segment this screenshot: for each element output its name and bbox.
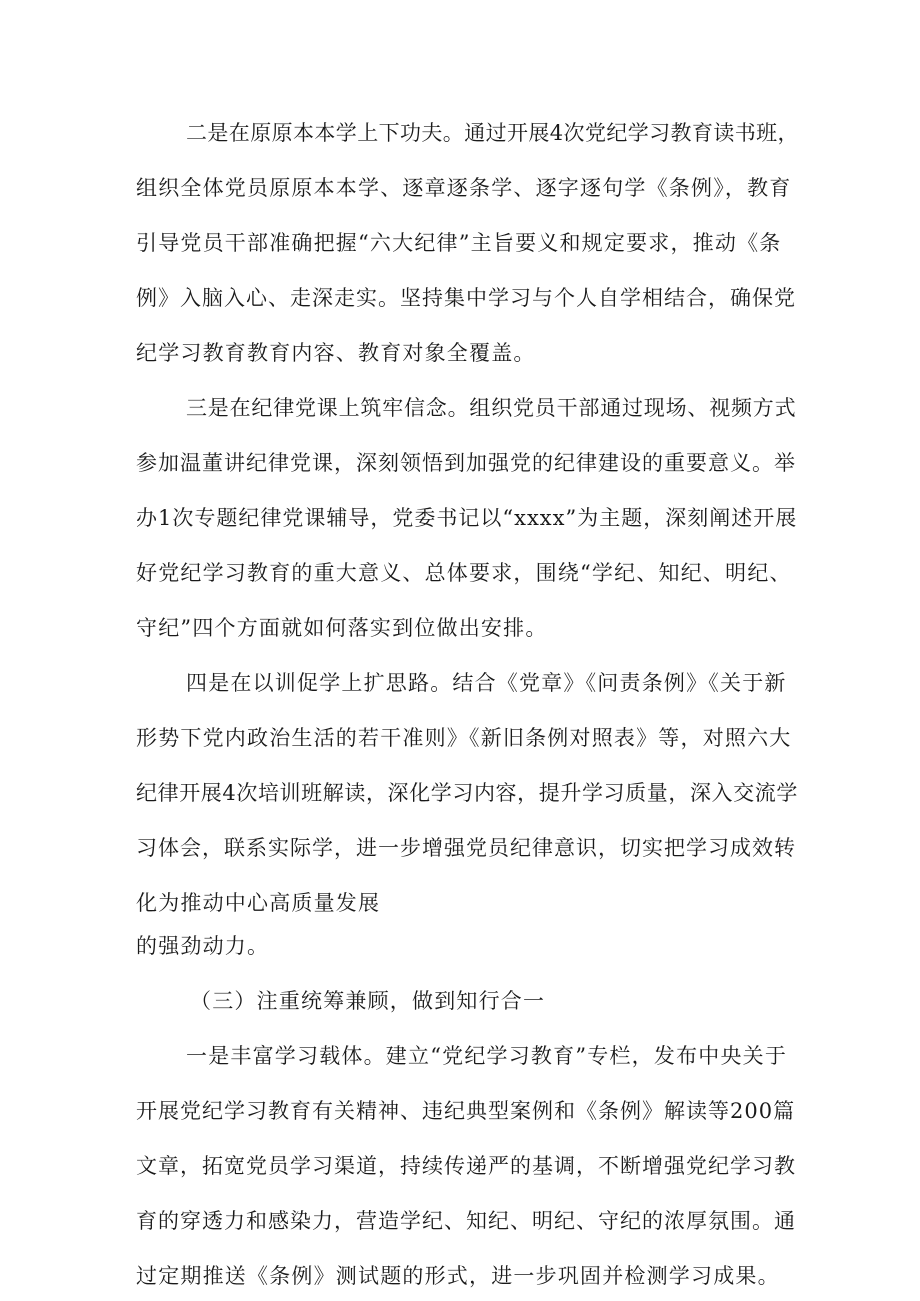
paragraph-line: 纪学习教育教育内容、教育对象全覆盖。 — [136, 341, 536, 365]
paragraph-line: 过定期推送《条例》测试题的形式，进一步巩固并检测学习成果。 — [136, 1264, 780, 1288]
paragraph-line: 参加温董讲纪律党课，深刻领悟到加强党的纪律建设的重要意义。举 — [136, 451, 796, 475]
paragraph-line: 办1次专题纪律党课辅导，党委书记以“xxxx”为主题，深刻阐述开展 — [136, 506, 798, 530]
paragraph-line: 文章，拓宽党员学习渠道，持续传递严的基调，不断增强党纪学习教 — [136, 1154, 796, 1178]
paragraph-line: 组织全体党员原原本本学、逐章逐条学、逐字逐句学《条例》，教育 — [136, 176, 792, 200]
paragraph-line: 纪律开展4次培训班解读，深化学习内容，提升学习质量，深入交流学 — [136, 781, 798, 805]
paragraph-line: 引导党员干部准确把握“六大纪律”主旨要义和规定要求，推动《条 — [136, 231, 782, 255]
paragraph-line: 习体会，联系实际学，进一步增强党员纪律意识，切实把学习成效转 — [136, 836, 796, 860]
paragraph-line: 例》入脑入心、走深走实。坚持集中学习与个人自学相结合，确保党 — [136, 286, 796, 310]
paragraph-line: 形势下党内政治生活的若干准则》《新旧条例对照表》等，对照六大 — [136, 726, 792, 750]
paragraph-line: 三是在纪律党课上筑牢信念。组织党员干部通过现场、视频方式 — [186, 396, 797, 420]
paragraph-line: 二是在原原本本学上下功夫。通过开展4次党纪学习教育读书班， — [186, 121, 799, 145]
section-heading: （三）注重统筹兼顾，做到知行合一 — [190, 989, 546, 1013]
paragraph-line: 好党纪学习教育的重大意义、总体要求，围绕“学纪、知纪、明纪、 — [136, 561, 792, 585]
paragraph-line: 一是丰富学习载体。建立“党纪学习教育”专栏，发布中央关于 — [186, 1044, 788, 1068]
paragraph-line: 化为推动中心高质量发展 — [136, 891, 381, 915]
paragraph-line: 四是在以训促学上扩思路。结合《党章》《问责条例》《关于新 — [186, 671, 787, 695]
paragraph-line: 育的穿透力和感染力，营造学纪、知纪、明纪、守纪的浓厚氛围。通 — [136, 1209, 796, 1233]
paragraph-line: 守纪”四个方面就如何落实到位做出安排。 — [136, 616, 548, 640]
paragraph-line: 开展党纪学习教育有关精神、违纪典型案例和《条例》解读等200篇 — [136, 1099, 796, 1123]
paragraph-line: 的强劲动力。 — [136, 934, 270, 958]
